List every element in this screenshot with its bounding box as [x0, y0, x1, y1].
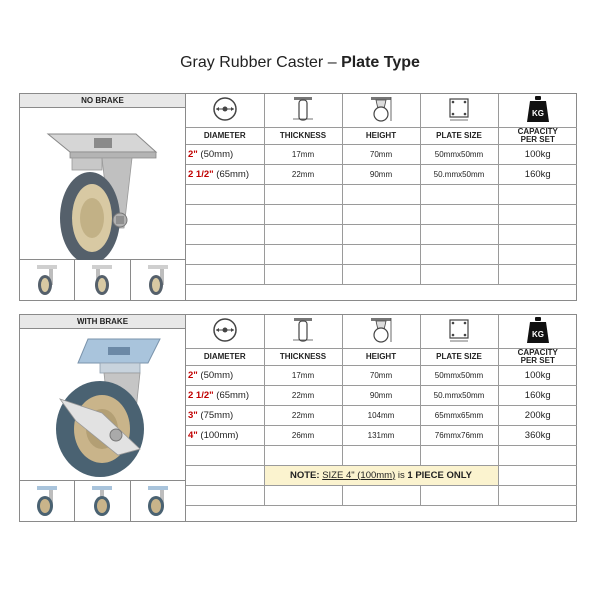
kg-icon-label: KG — [531, 330, 544, 340]
height-cell: 70mm — [342, 365, 420, 385]
caster-with-brake-image — [20, 329, 185, 481]
with-brake-image-panel — [20, 315, 186, 521]
diameter-cell: 3" (75mm) — [186, 405, 264, 425]
capacity-header: CAPACITY PER SET — [498, 348, 577, 365]
note-banner: NOTE: SIZE 4" (100mm) is 1 PIECE ONLY — [264, 465, 498, 485]
no-brake-section — [19, 93, 577, 301]
empty-row — [186, 264, 577, 284]
caster-photo-with-brake — [20, 329, 185, 481]
thumbnail-1[interactable] — [20, 260, 75, 300]
thickness-icon-cell — [264, 315, 342, 348]
diameter-cell: 2 1/2" (65mm) — [186, 385, 264, 405]
height-cell: 70mm — [342, 144, 420, 164]
no-brake-spec-table — [186, 94, 577, 285]
diameter-cell: 2" (50mm) — [186, 365, 264, 385]
thickness-cell: 22mm — [264, 405, 342, 425]
thickness-icon-cell — [264, 94, 342, 127]
table-row — [186, 405, 577, 425]
height-icon-cell — [342, 315, 420, 348]
capacity-icon-cell — [498, 315, 577, 348]
table-row — [186, 164, 577, 184]
empty-row — [186, 485, 577, 505]
diameter-cell: 4" (100mm) — [186, 425, 264, 445]
empty-row — [186, 445, 577, 465]
capacity-cell: 160kg — [498, 164, 577, 184]
empty-row — [186, 244, 577, 264]
capacity-cell: 200kg — [498, 405, 577, 425]
plate-size-icon-cell — [420, 315, 498, 348]
page-title — [0, 54, 600, 72]
thickness-cell: 26mm — [264, 425, 342, 445]
table-row — [186, 425, 577, 445]
thickness-icon — [290, 95, 316, 123]
thumbnail-3[interactable] — [131, 260, 185, 300]
capacity-cell: 160kg — [498, 385, 577, 405]
note-row — [186, 465, 577, 485]
height-header: HEIGHT — [342, 127, 420, 144]
thumbnail-strip — [20, 260, 185, 300]
table-row — [186, 385, 577, 405]
plate-size-cell: 76mmx76mm — [420, 425, 498, 445]
thickness-cell: 17mm — [264, 144, 342, 164]
with-brake-spec-table — [186, 315, 577, 506]
diameter-cell: 2" (50mm) — [186, 144, 264, 164]
diameter-icon-cell — [186, 94, 264, 127]
thickness-header: THICKNESS — [264, 348, 342, 365]
caster-no-brake-image — [20, 108, 185, 260]
height-cell: 131mm — [342, 425, 420, 445]
with-brake-label: WITH BRAKE — [20, 315, 185, 329]
header-row — [186, 348, 577, 365]
kg-icon-label: KG — [531, 109, 544, 119]
icon-row — [186, 315, 577, 348]
kg-weight-icon — [525, 95, 551, 123]
height-icon-cell — [342, 94, 420, 127]
thickness-icon — [290, 316, 316, 344]
thumbnail-2[interactable] — [75, 481, 130, 521]
thickness-cell: 22mm — [264, 385, 342, 405]
thumbnail-3[interactable] — [131, 481, 185, 521]
icon-row — [186, 94, 577, 127]
table-row — [186, 365, 577, 385]
plate-size-cell: 50mmx50mm — [420, 144, 498, 164]
plate-size-header: PLATE SIZE — [420, 127, 498, 144]
thickness-header: THICKNESS — [264, 127, 342, 144]
capacity-header: CAPACITY PER SET — [498, 127, 577, 144]
thickness-cell: 22mm — [264, 164, 342, 184]
plate-size-cell: 50mmx50mm — [420, 365, 498, 385]
diameter-icon — [212, 317, 238, 343]
no-brake-image-panel — [20, 94, 186, 300]
capacity-icon-cell — [498, 94, 577, 127]
thumbnail-strip — [20, 481, 185, 521]
height-cell: 104mm — [342, 405, 420, 425]
diameter-icon — [212, 96, 238, 122]
header-row — [186, 127, 577, 144]
kg-weight-icon — [525, 316, 551, 344]
height-header: HEIGHT — [342, 348, 420, 365]
empty-row — [186, 224, 577, 244]
capacity-cell: 100kg — [498, 365, 577, 385]
capacity-cell: 100kg — [498, 144, 577, 164]
title-main: Gray Rubber Caster – — [180, 54, 337, 71]
height-cell: 90mm — [342, 164, 420, 184]
empty-row — [186, 204, 577, 224]
title-bold: Plate Type — [341, 54, 420, 71]
diameter-icon-cell — [186, 315, 264, 348]
thumbnail-1[interactable] — [20, 481, 75, 521]
caster-photo-no-brake — [20, 108, 185, 260]
table-row — [186, 144, 577, 164]
thumbnail-2[interactable] — [75, 260, 130, 300]
plate-size-cell: 50.mmx50mm — [420, 385, 498, 405]
plate-size-icon-cell — [420, 94, 498, 127]
plate-size-icon — [446, 317, 472, 343]
plate-size-icon — [446, 96, 472, 122]
plate-size-cell: 65mmx65mm — [420, 405, 498, 425]
diameter-header: DIAMETER — [186, 127, 264, 144]
height-cell: 90mm — [342, 385, 420, 405]
thickness-cell: 17mm — [264, 365, 342, 385]
with-brake-section — [19, 314, 577, 522]
capacity-cell: 360kg — [498, 425, 577, 445]
empty-row — [186, 184, 577, 204]
no-brake-label: NO BRAKE — [20, 94, 185, 108]
plate-size-cell: 50.mmx50mm — [420, 164, 498, 184]
diameter-cell: 2 1/2" (65mm) — [186, 164, 264, 184]
plate-size-header: PLATE SIZE — [420, 348, 498, 365]
height-icon — [368, 95, 394, 123]
height-icon — [368, 316, 394, 344]
diameter-header: DIAMETER — [186, 348, 264, 365]
